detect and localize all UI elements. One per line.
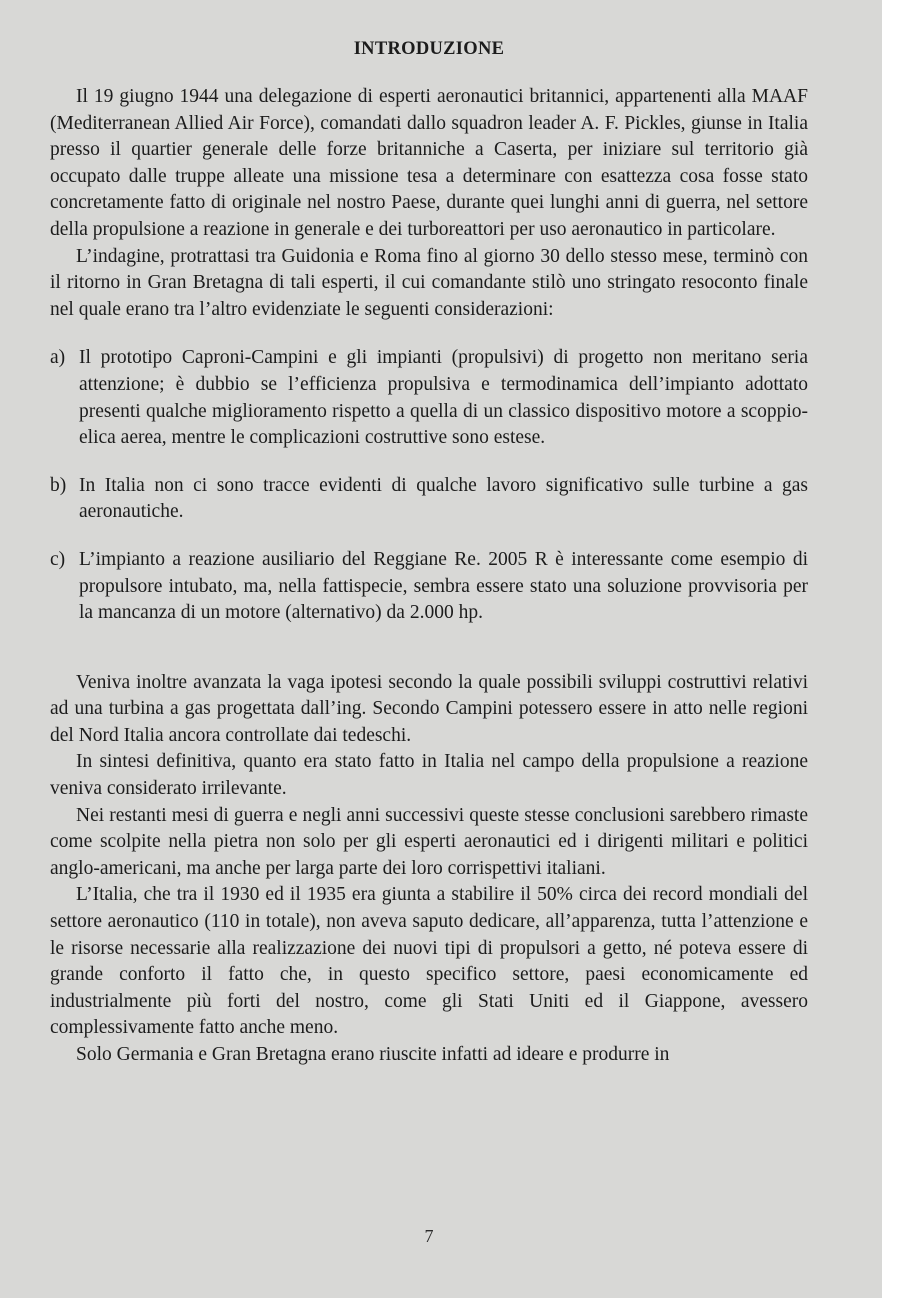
list-item-text: L’impianto a reazione ausiliario del Reggiane Re. 2005 R è interessante come esempio di propulsore intubato, ma, nella fattispecie, sembra essere stato una soluzione provvisoria per la mancanza di un motore (alternativo) da 2.000 hp. xyxy=(79,548,808,624)
page-number: 7 xyxy=(424,1226,434,1246)
page-body xyxy=(50,36,808,1069)
paragraph-body-5: Solo Germania e Gran Bretagna erano riuscite infatti ad ideare e produrre in xyxy=(76,1044,670,1065)
list-marker: b) xyxy=(50,474,67,496)
page-title: INTRODUZIONE xyxy=(353,39,505,59)
list-item-a xyxy=(50,345,808,451)
paragraph-body-3: Nei restanti mesi di guerra e negli anni successivi queste stesse conclusioni sarebbero rimaste come scolpite nella pietra non solo per gli esperti aeronautici ed i dirigenti militari e politici anglo-americani, ma anche per larga parte dei loro corrispettivi italiani. xyxy=(50,804,808,879)
list-item-c xyxy=(50,547,808,627)
list-marker: a) xyxy=(50,347,66,369)
list-marker: c) xyxy=(50,548,66,570)
list-item-text: In Italia non ci sono tracce evidenti di qualche lavoro significativo sulle turbine a gas aeronautiche. xyxy=(79,474,808,523)
paragraph-intro-2: L’indagine, protrattasi tra Guidonia e Roma fino al giorno 30 dello stesso mese, terminò con il ritorno in Gran Bretagna di tali esperti, il cui comandante stilò uno stringato resoconto finale nel quale erano tra l’altro evidenziate le seguenti considerazioni: xyxy=(50,245,808,320)
list-item-b xyxy=(50,473,808,526)
paragraph-body-4: L’Italia, che tra il 1930 ed il 1935 era giunta a stabilire il 50% circa dei record mondiali del settore aeronautico (110 in totale), non aveva saputo dedicare, all’apparenza, tutta l’attenzione e le risorse necessarie alla realizzazione dei nuovi tipi di propulsori a getto, né poteva essere di grande conforto il fatto che, in questo specifico settore, paesi economicamente ed industrialmente più forti del nostro, come gli Stati Uniti ed il Giappone, avessero complessivamente fatto anche meno. xyxy=(50,884,808,1039)
paragraph-intro-1: Il 19 giugno 1944 una delegazione di esperti aeronautici britannici, appartenenti alla MAAF (Mediterranean Allied Air Force), comandati dallo squadron leader A. F. Pickles, giunse in Italia presso il quartier generale delle forze britanniche a Caserta, per iniziare sul territorio già occupato dalle truppe alleate una missione tesa a determinare con esattezza cosa fosse stato concretamente fatto di originale nel nostro Paese, durante quei lunghi anni di guerra, nel settore della propulsione a reazione in generale e dei turboreattori per uso aeronautico in particolare. xyxy=(50,86,808,240)
paragraph-body-2: In sintesi definitiva, quanto era stato fatto in Italia nel campo della propulsione a reazione veniva considerato irrilevante. xyxy=(50,751,808,800)
list-item-text: Il prototipo Caproni-Campini e gli impianti (propulsivi) di progetto non meritano seria attenzione; è dubbio se l’efficienza propulsiva e termodinamica dell’impianto adottato presenti qualche miglioramento rispetto a quella di un classico dispositivo motore a scoppio-elica aerea, mentre le complicazioni costruttive sono estese. xyxy=(79,347,808,449)
paragraph-body-1: Veniva inoltre avanzata la vaga ipotesi secondo la quale possibili sviluppi costruttivi relativi ad una turbina a gas progettata dall’ing. Secondo Campini potessero essere in atto nelle regioni del Nord Italia ancora controllate dai tedeschi. xyxy=(50,671,808,746)
